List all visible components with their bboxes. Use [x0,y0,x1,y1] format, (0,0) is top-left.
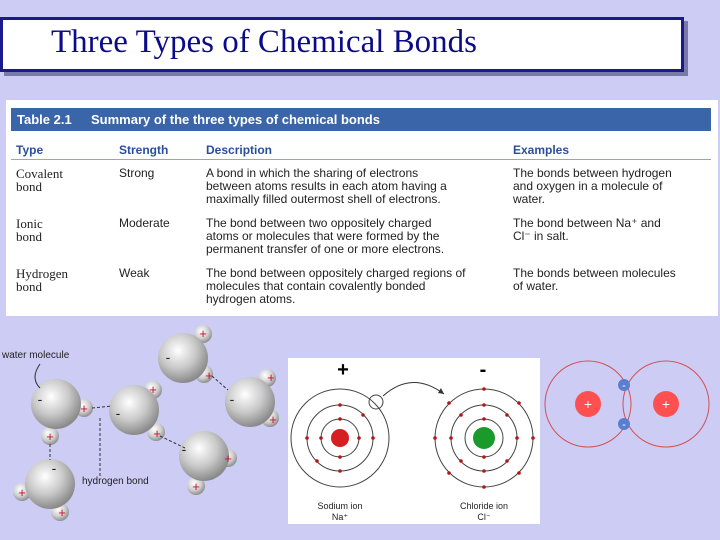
electron-dot [305,436,309,440]
electron-dot [531,436,535,440]
row-hydrogen-strength: Weak [119,266,150,280]
row-hydrogen-examples [513,267,676,293]
column-header-description: Description [206,143,273,157]
electron-dot [361,413,365,417]
electron-dot [433,436,437,440]
description-line: permanent transfer of one or more electrons. [206,242,445,256]
type-line: Ionic [16,216,43,231]
plus-sign: + [18,485,26,500]
electron-dot [459,413,463,417]
electron-dot [338,417,342,421]
plus-sign: + [58,505,66,520]
plus-sign: + [205,368,213,383]
plus-sign: + [80,401,88,416]
electron-dot [482,469,486,473]
header-rule [11,159,711,160]
nucleus-plus-sign: + [661,396,671,412]
row-covalent-examples [513,167,672,206]
electron-dot [371,436,375,440]
electron-dot [338,469,342,473]
oxygen-atom [25,459,75,509]
row-ionic-strength: Moderate [119,216,170,230]
table-number: Table 2.1 [17,112,72,127]
description-line: The bond between oppositely charged regions of [206,266,466,280]
description-line: maximally filled outermost shell of electrons. [206,192,441,206]
row-ionic-description [206,217,444,256]
description-line: molecules that contain covalently bonded [206,279,426,293]
plus-sign: + [199,326,207,341]
chloride-ion-label: Chloride ion [459,501,509,511]
example-line: of water. [513,279,559,293]
minus-sign: - [51,460,57,476]
row-covalent-type [16,167,63,193]
electron-dot [315,459,319,463]
electron-dot [459,459,463,463]
negative-charge-sign: - [479,359,487,381]
chloride-ion-symbol: Cl⁻ [477,512,491,522]
minus-sign: - [165,349,171,365]
electron-dot [515,436,519,440]
bond-summary-table [6,100,718,316]
description-line: A bond in which the sharing of electrons [206,166,419,180]
plus-sign: + [46,429,54,444]
description-line: The bond between two oppositely charged [206,216,432,230]
hydrogen-bond-line [212,376,228,390]
electron-dot [482,417,486,421]
minus-sign: - [37,391,43,407]
table-caption: Summary of the three types of chemical bonds [91,112,380,127]
type-line: bond [16,279,42,294]
column-header-examples: Examples [513,143,570,157]
electron-dot [517,401,521,405]
row-ionic-examples [513,217,661,243]
sodium-ion-symbol: Na⁺ [331,512,349,522]
electron-dot [482,485,486,489]
electron-dot [319,436,323,440]
plus-sign: + [149,382,157,397]
hydrogen-bond-line [92,406,112,408]
plus-sign: + [267,370,275,385]
row-covalent-description [206,167,447,206]
electron-minus-sign: - [622,419,626,431]
plus-sign: + [224,451,232,466]
electron-dot [447,401,451,405]
electron-dot [338,455,342,459]
slide-title: Three Types of Chemical Bonds [51,24,477,60]
column-header-type: Type [16,143,44,157]
electron-dot [449,436,453,440]
description-line: between atoms results in each atom having a [206,179,447,193]
ionic-bond-figure [288,358,540,524]
covalent-bond-figure [542,358,714,450]
example-line: water. [513,192,546,206]
type-line: bond [16,179,42,194]
electron-dot [505,413,509,417]
title-box [0,17,684,72]
column-header-strength: Strength [119,143,169,157]
sodium-ion-label: Sodium ion [317,501,363,511]
row-covalent-strength: Strong [119,166,155,180]
row-hydrogen-description [206,267,466,306]
water-molecule-label: water molecule [2,350,70,361]
oxygen-atom [179,431,229,481]
type-line: Covalent [16,166,63,181]
row-ionic-type [16,217,43,243]
minus-sign: - [181,441,187,457]
callout-pointer [35,364,40,388]
chlorine-nucleus [473,427,495,449]
minus-sign: - [229,391,235,407]
table-header-bar [11,108,711,131]
plus-sign: + [192,479,200,494]
type-line: Hydrogen [16,266,68,281]
electron-dot [505,459,509,463]
type-line: bond [16,229,42,244]
electron-dot [338,403,342,407]
example-line: The bonds between hydrogen [513,166,672,180]
plus-sign: + [153,426,161,441]
example-line: Cl⁻ in salt. [513,229,569,243]
hydrogen-bond-label: hydrogen bond [82,476,149,487]
plus-sign: + [269,412,277,427]
description-line: hydrogen atoms. [206,292,296,306]
sodium-nucleus [331,429,349,447]
electron-dot [357,436,361,440]
electron-dot [482,455,486,459]
electron-dot [517,471,521,475]
nucleus-plus-sign: + [583,396,593,412]
minus-sign: - [115,405,121,421]
electron-dot [447,471,451,475]
electron-dot [482,403,486,407]
electron-dot [482,387,486,391]
example-line: The bonds between molecules [513,266,676,280]
positive-charge-sign: + [337,359,349,381]
example-line: The bond between Na⁺ and [513,216,661,230]
electron-minus-sign: - [622,380,626,392]
description-line: atoms or molecules that were formed by the [206,229,440,243]
example-line: and oxygen in a molecule of [513,179,663,193]
row-hydrogen-type [16,267,68,293]
